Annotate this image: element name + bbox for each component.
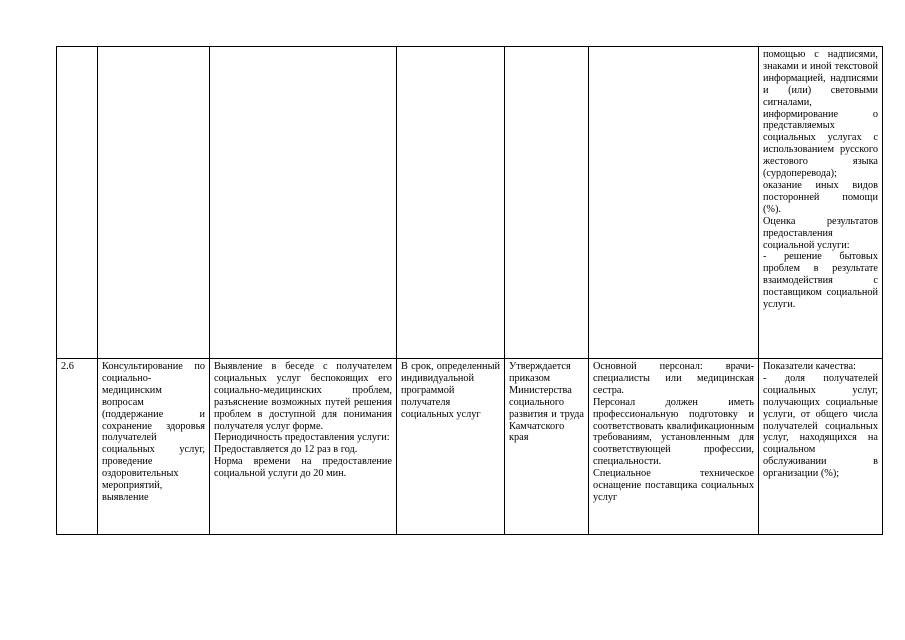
row-number: 2.6 <box>61 361 74 372</box>
service-term-text: В срок, определенный индивидуальной программой получателя социальных услуг <box>401 361 500 420</box>
table-row-2-6 <box>57 359 883 535</box>
quality-indicators-text: Показатели качества: - доля получателей социальных услуг, получающих социальные услуги, от общего числа получателей социальных услуг, находящихся на социальном обслуживании в организации (%); <box>763 361 878 480</box>
table-row-continuation <box>57 47 883 359</box>
cell-number <box>57 359 98 535</box>
cell-term <box>397 47 505 359</box>
cell-tariff <box>505 47 589 359</box>
cell-description <box>210 47 397 359</box>
cell-conditions <box>589 47 759 359</box>
service-description-text: Выявление в беседе с получателем социальных услуг беспокоящих его социально-медицинских проблем, разъяснение возможных путей решения проблем в доступной для понимания получателя услуг форме. Периодичность предоставления услуги: Предоставляется до 12 раз в год. Норма времени на предоставление социальной услуги до 20 мин. <box>214 361 392 480</box>
social-services-table <box>56 46 883 535</box>
service-name-text: Консультирование по социально-медицинским вопросам (поддержание и сохранение здоровья получателей социальных услуг, проведение оздоровительных мероприятий, выявление <box>102 361 205 503</box>
cell-conditions <box>589 359 759 535</box>
service-tariff-text: Утверждается приказом Министерства социального развития и труда Камчатского края <box>509 361 584 444</box>
cell-service-name <box>98 359 210 535</box>
cell-service-name <box>98 47 210 359</box>
service-conditions-text: Основной персонал: врачи-специалисты или медицинская сестра. Персонал должен иметь профессиональную подготовку и соответствовать квалификационным требованиям, установленным для соответствующей профессии, специальности. Специальное техническое оснащение поставщика социальных услуг <box>593 361 754 503</box>
cell-indicators <box>759 47 883 359</box>
cell-indicators <box>759 359 883 535</box>
cell-term <box>397 359 505 535</box>
cell-tariff <box>505 359 589 535</box>
indicators-continuation-text: помощью с надписями, знаками и иной текстовой информацией, надписями и (или) световыми сигналами, информирование о представляемых социальных услугах с использованием русского жестового языка (сурдоперевода); оказание иных видов посторонней помощи (%). Оценка результатов предоставления социальной услуги: - решение бытовых проблем в результате взаимодействия с поставщиком социальной услуги. <box>763 49 878 311</box>
cell-description <box>210 359 397 535</box>
cell-number <box>57 47 98 359</box>
